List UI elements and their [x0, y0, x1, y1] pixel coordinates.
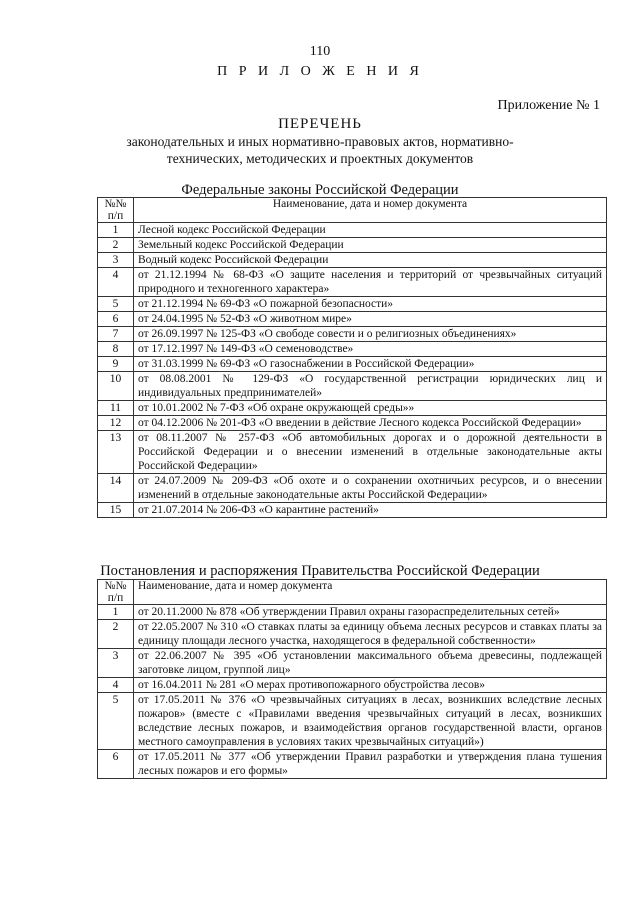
- column-header-number-line2: п/п: [107, 592, 124, 604]
- row-number: 5: [98, 693, 134, 750]
- table-row: [98, 238, 607, 253]
- document-name: от 08.11.2007 № 257-ФЗ «Об автомобильных дорогах и о дорожной деятельности в Российской Федерации и о внесении изменений в отдельные законодательные акты Российской Федерации»: [134, 431, 607, 474]
- column-header-number: [98, 198, 134, 223]
- document-name: от 31.03.1999 № 69-ФЗ «О газоснабжении в Российской Федерации»: [134, 357, 607, 372]
- section-title-federal-laws: Федеральные законы Российской Федерации: [181, 182, 459, 198]
- table-row: [98, 649, 607, 678]
- row-number: 11: [98, 401, 134, 416]
- table-row: [98, 416, 607, 431]
- page-number: 110: [309, 44, 331, 59]
- column-header-name: Наименование, дата и номер документа: [134, 198, 607, 223]
- document-name: Земельный кодекс Российской Федерации: [134, 238, 607, 253]
- row-number: 3: [98, 649, 134, 678]
- table-row: [98, 253, 607, 268]
- row-number: 9: [98, 357, 134, 372]
- list-subtitle: [0, 133, 640, 167]
- table-row: [98, 620, 607, 649]
- column-header-number-line2: п/п: [107, 210, 124, 222]
- federal-laws-table: [97, 197, 607, 518]
- government-decrees-table: [97, 579, 607, 779]
- document-name: от 22.05.2007 № 310 «О ставках платы за единицу объема лесных ресурсов и ставках платы за единицу площади лесного участка, находящегося в федеральной собственности»: [134, 620, 607, 649]
- row-number: 13: [98, 431, 134, 474]
- row-number: 4: [98, 678, 134, 693]
- document-name: от 21.12.1994 № 68-ФЗ «О защите населения и территорий от чрезвычайных ситуаций природного и техногенного характера»: [134, 268, 607, 297]
- document-name: от 10.01.2002 № 7-ФЗ «Об охране окружающей среды»»: [134, 401, 607, 416]
- table-row: [98, 693, 607, 750]
- document-name: от 08.08.2001 № 129-ФЗ «О государственной регистрации юридических лиц и индивидуальных предпринимателей»: [134, 372, 607, 401]
- table-header-row: [98, 580, 607, 605]
- document-name: от 21.12.1994 № 69-ФЗ «О пожарной безопасности»: [134, 297, 607, 312]
- row-number: 3: [98, 253, 134, 268]
- document-name: от 26.09.1997 № 125-ФЗ «О свободе совести и о религиозных объединениях»: [134, 327, 607, 342]
- row-number: 6: [98, 312, 134, 327]
- table-row: [98, 268, 607, 297]
- table-row: [98, 474, 607, 503]
- document-name: от 24.04.1995 № 52-ФЗ «О животном мире»: [134, 312, 607, 327]
- document-name: от 17.05.2011 № 376 «О чрезвычайных ситуациях в лесах, возникших вследствие лесных пожаров» (вместе с «Правилами введения чрезвычайных ситуаций в лесах, возникших вследствие лесных пожаров, и взаимодействия органов государственной власти, органов местного самоуправления в условиях таких чрезвычайных ситуаций»): [134, 693, 607, 750]
- table-row: [98, 372, 607, 401]
- list-subtitle-line: технических, методических и проектных документов: [166, 151, 474, 166]
- row-number: 2: [98, 620, 134, 649]
- table-row: [98, 297, 607, 312]
- row-number: 8: [98, 342, 134, 357]
- document-name: от 24.07.2009 № 209-ФЗ «Об охоте и о сохранении охотничьих ресурсов, и о внесении изменений в отдельные законодательные акты Российской Федерации»: [134, 474, 607, 503]
- row-number: 1: [98, 223, 134, 238]
- row-number: 5: [98, 297, 134, 312]
- appendices-header: П Р И Л О Ж Е Н И Я: [217, 64, 423, 79]
- document-name: от 21.07.2014 № 206-ФЗ «О карантине растений»: [134, 503, 607, 518]
- row-number: 10: [98, 372, 134, 401]
- list-title: ПЕРЕЧЕНЬ: [278, 116, 362, 132]
- table-row: [98, 605, 607, 620]
- row-number: 7: [98, 327, 134, 342]
- list-subtitle-line: законодательных и иных нормативно-правовых актов, нормативно-: [126, 134, 514, 149]
- document-name: Лесной кодекс Российской Федерации: [134, 223, 607, 238]
- document-name: от 04.12.2006 № 201-ФЗ «О введении в действие Лесного кодекса Российской Федерации»: [134, 416, 607, 431]
- appendix-label: Приложение № 1: [497, 98, 600, 113]
- section-title-government-decrees: Постановления и распоряжения Правительства Российской Федерации: [100, 563, 540, 579]
- document-name: Водный кодекс Российской Федерации: [134, 253, 607, 268]
- row-number: 15: [98, 503, 134, 518]
- column-header-number-line1: №№: [104, 580, 127, 592]
- column-header-name: Наименование, дата и номер документа: [134, 580, 607, 605]
- row-number: 14: [98, 474, 134, 503]
- table-row: [98, 431, 607, 474]
- table-row: [98, 750, 607, 779]
- document-name: от 16.04.2011 № 281 «О мерах противопожарного обустройства лесов»: [134, 678, 607, 693]
- row-number: 1: [98, 605, 134, 620]
- table-row: [98, 327, 607, 342]
- table-row: [98, 503, 607, 518]
- document-name: от 22.06.2007 № 395 «Об установлении максимального объема древесины, подлежащей заготовке лицом, группой лиц»: [134, 649, 607, 678]
- column-header-number-line1: №№: [104, 198, 127, 210]
- table-row: [98, 401, 607, 416]
- document-name: от 17.12.1997 № 149-ФЗ «О семеноводстве»: [134, 342, 607, 357]
- document-name: от 20.11.2000 № 878 «Об утверждении Правил охраны газораспределительных сетей»: [134, 605, 607, 620]
- row-number: 2: [98, 238, 134, 253]
- column-header-number: [98, 580, 134, 605]
- row-number: 12: [98, 416, 134, 431]
- document-name: от 17.05.2011 № 377 «Об утверждении Правил разработки и утверждения плана тушения лесных пожаров и его формы»: [134, 750, 607, 779]
- table-row: [98, 312, 607, 327]
- row-number: 6: [98, 750, 134, 779]
- table-row: [98, 342, 607, 357]
- row-number: 4: [98, 268, 134, 297]
- table-row: [98, 678, 607, 693]
- table-header-row: [98, 198, 607, 223]
- table-row: [98, 223, 607, 238]
- table-row: [98, 357, 607, 372]
